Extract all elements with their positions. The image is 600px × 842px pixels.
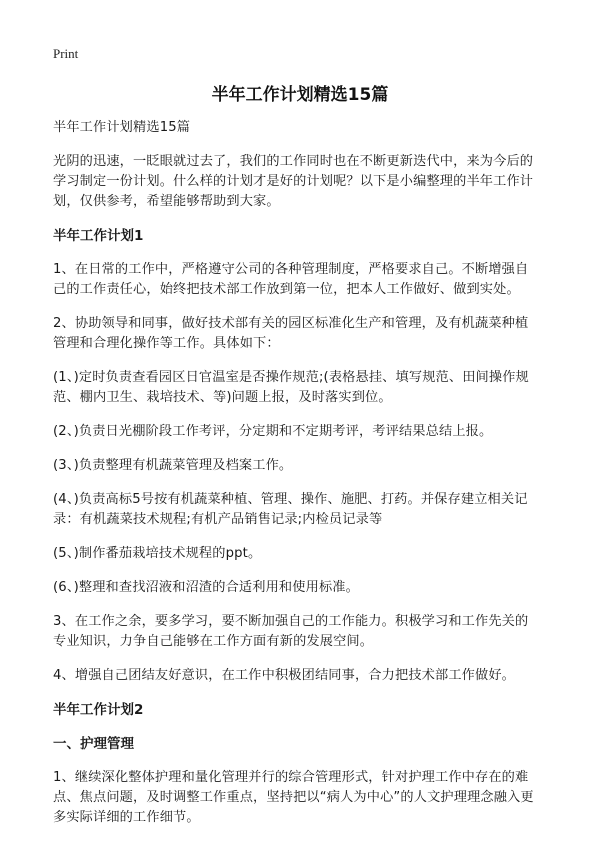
plan1-sub4 — [53, 490, 553, 530]
paragraph-line: 1、在日常的工作中，严格遵守公司的各种管理制度，严格要求自己。不断增强自 — [53, 262, 529, 277]
paragraph-line: 范、棚内卫生、栽培技术、等)问题上报，及时落实到位。 — [53, 390, 392, 405]
intro-line: 划，仅供参考，希望能够帮助到大家。 — [53, 194, 280, 209]
paragraph-line: 管理和合理化操作等工作。具体如下： — [53, 336, 280, 351]
paragraph-line: 点、焦点问题，及时调整工作重点，坚持把以“病人为中心”的人文护理理念融入更 — [53, 790, 534, 805]
plan1-sub2: (2、)负责日光棚阶段工作考评，分定期和不定期考评，考评结果总结上报。 — [53, 424, 493, 439]
plan1-sub3: (3、)负责整理有机蔬菜管理及档案工作。 — [53, 458, 293, 473]
paragraph-line: (1、)定时负责查看园区日官温室是否操作规范;(表格悬挂、填写规范、田间操作规 — [53, 370, 529, 385]
paragraph-line: 录：有机蔬菜技术规程;有机产品销售记录;内检员记录等 — [53, 512, 383, 527]
intro-line: 学习制定一份计划。什么样的计划才是好的计划呢？以下是小编整理的半年工作计 — [53, 174, 534, 189]
paragraph-line: 专业知识，力争自己能够在工作方面有新的发展空间。 — [53, 634, 374, 649]
plan1-item2 — [53, 314, 553, 354]
plan1-sub6: (6、)整理和查找沼液和沼渣的合适利用和使用标准。 — [53, 580, 359, 595]
document-title: 半年工作计划精选15篇 — [211, 85, 389, 105]
plan2-heading: 半年工作计划2 — [53, 702, 144, 718]
plan1-item3 — [53, 612, 553, 652]
plan2-section1-heading: 一、护理管理 — [53, 736, 134, 752]
paragraph-line: 己的工作责任心，始终把技术部工作放到第一位，把本人工作做好、做到实处。 — [53, 282, 520, 297]
plan1-item4: 4、增强自己团结友好意识，在工作中积极团结同事，合力把技术部工作做好。 — [53, 668, 516, 683]
plan1-heading: 半年工作计划1 — [53, 228, 144, 244]
paragraph-line: 2、协助领导和同事，做好技术部有关的园区标准化生产和管理，及有机蔬菜种植 — [53, 316, 529, 331]
paragraph-line: 1、继续深化整体护理和量化管理并行的综合管理形式，针对护理工作中存在的难 — [53, 770, 529, 785]
plan1-sub1 — [53, 368, 553, 408]
paragraph-line: 多实际详细的工作细节。 — [53, 810, 200, 825]
plan1-item1 — [53, 260, 553, 300]
print-label[interactable]: Print — [53, 46, 79, 61]
intro-paragraph — [53, 152, 553, 212]
document-subtitle: 半年工作计划精选15篇 — [53, 120, 191, 135]
document-body — [53, 118, 553, 842]
paragraph-line: 3、在工作之余，要多学习，要不断加强自己的工作能力。积极学习和工作先关的 — [53, 614, 529, 629]
intro-line: 光阴的迅速，一眨眼就过去了，我们的工作同时也在不断更新迭代中，来为今后的 — [53, 154, 534, 169]
plan2-item1 — [53, 768, 553, 828]
plan1-sub5: (5、)制作番茄栽培技术规程的ppt。 — [53, 546, 262, 561]
paragraph-line: (4、)负责高标5号按有机蔬菜种植、管理、操作、施肥、打药。并保存建立相关记 — [53, 492, 528, 507]
